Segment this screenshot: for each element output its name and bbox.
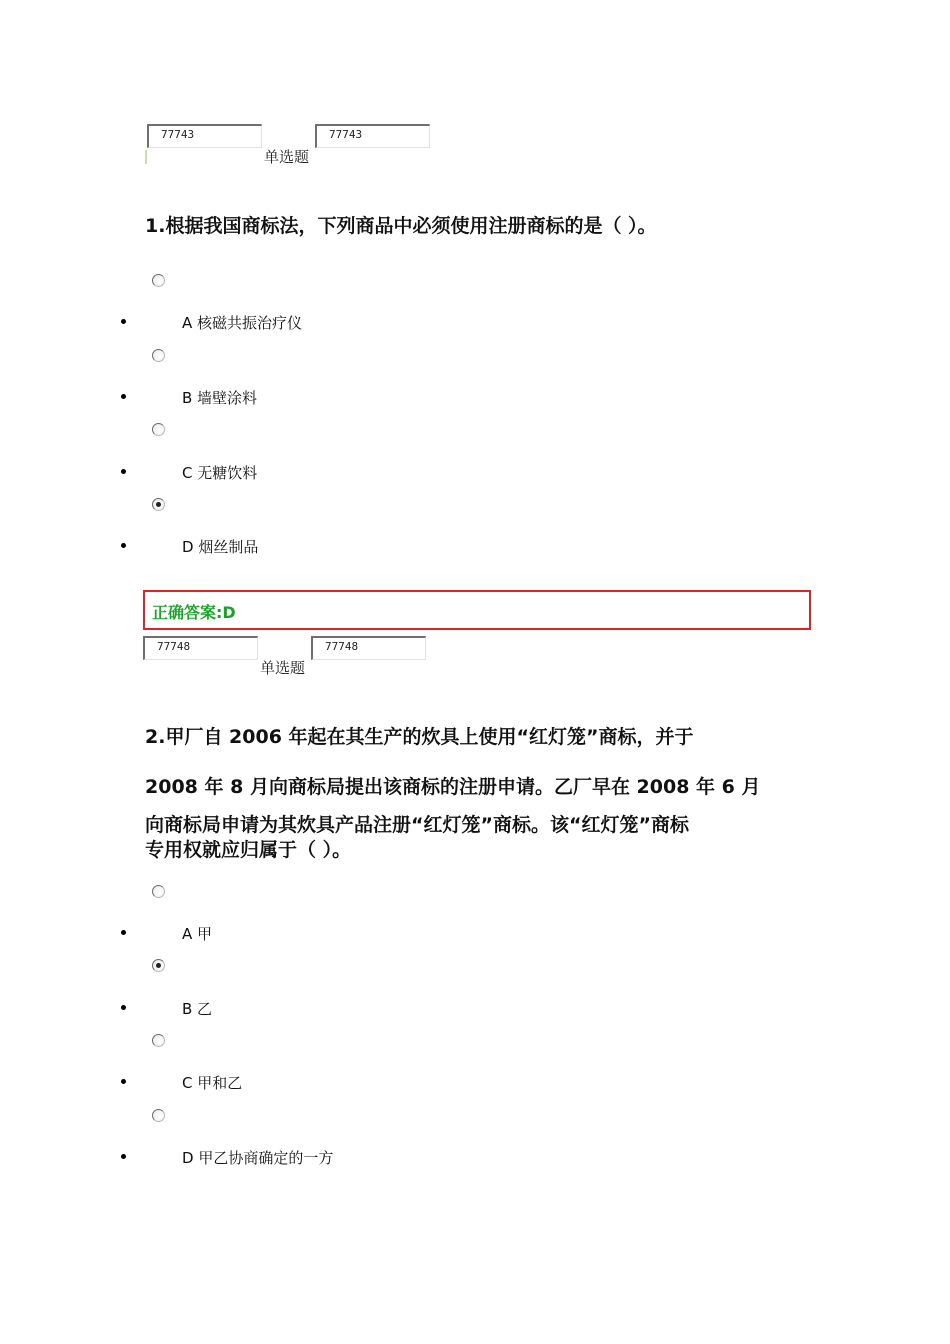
question-type-label: 单选题	[264, 148, 310, 166]
question-text-line-1: 2.甲厂自 2006 年起在其生产的炊具上使用“红灯笼”商标，并于	[145, 726, 694, 748]
option-c-label: C 甲和乙	[182, 1074, 243, 1092]
option-b-label: B 墙壁涂料	[182, 389, 258, 407]
option-d-label: D 甲乙协商确定的一方	[182, 1149, 334, 1167]
question-id-input-right[interactable]: 77743	[315, 124, 430, 148]
question-id-input-right[interactable]: 77748	[311, 636, 426, 660]
option-d-radio[interactable]	[152, 1109, 165, 1122]
option-b-label: B 乙	[182, 1000, 213, 1018]
question-text-line-4: 专用权就应归属于（ ）。	[145, 839, 352, 861]
question-text-line-3: 向商标局申请为其炊具产品注册“红灯笼”商标。该“红灯笼”商标	[145, 814, 689, 836]
option-a-radio[interactable]	[152, 274, 165, 287]
list-bullet	[121, 394, 126, 399]
list-bullet	[121, 469, 126, 474]
option-d-radio[interactable]	[152, 498, 165, 511]
option-c-radio[interactable]	[152, 1034, 165, 1047]
question-text-line-2: 2008 年 8 月向商标局提出该商标的注册申请。乙厂早在 2008 年 6 月	[145, 776, 761, 798]
list-bullet	[121, 543, 126, 548]
question-type-label: 单选题	[260, 659, 306, 677]
list-bullet	[121, 930, 126, 935]
radio-selected-dot	[156, 502, 161, 507]
option-b-radio[interactable]	[152, 959, 165, 972]
list-bullet	[121, 1079, 126, 1084]
option-d-label: D 烟丝制品	[182, 538, 259, 556]
question-text: 1.根据我国商标法，下列商品中必须使用注册商标的是（ ）。	[145, 215, 657, 237]
field-marker	[145, 150, 147, 164]
list-bullet	[121, 1005, 126, 1010]
list-bullet	[121, 319, 126, 324]
correct-answer-text: 正确答案:D	[152, 603, 236, 622]
radio-selected-dot	[156, 963, 161, 968]
option-a-label: A 核磁共振治疗仪	[182, 314, 303, 332]
option-b-radio[interactable]	[152, 349, 165, 362]
question-id-input-left[interactable]: 77743	[147, 124, 262, 148]
option-a-label: A 甲	[182, 925, 213, 943]
option-a-radio[interactable]	[152, 885, 165, 898]
option-c-radio[interactable]	[152, 423, 165, 436]
list-bullet	[121, 1154, 126, 1159]
option-c-label: C 无糖饮料	[182, 464, 258, 482]
correct-answer-box	[143, 590, 811, 630]
question-id-input-left[interactable]: 77748	[143, 636, 258, 660]
